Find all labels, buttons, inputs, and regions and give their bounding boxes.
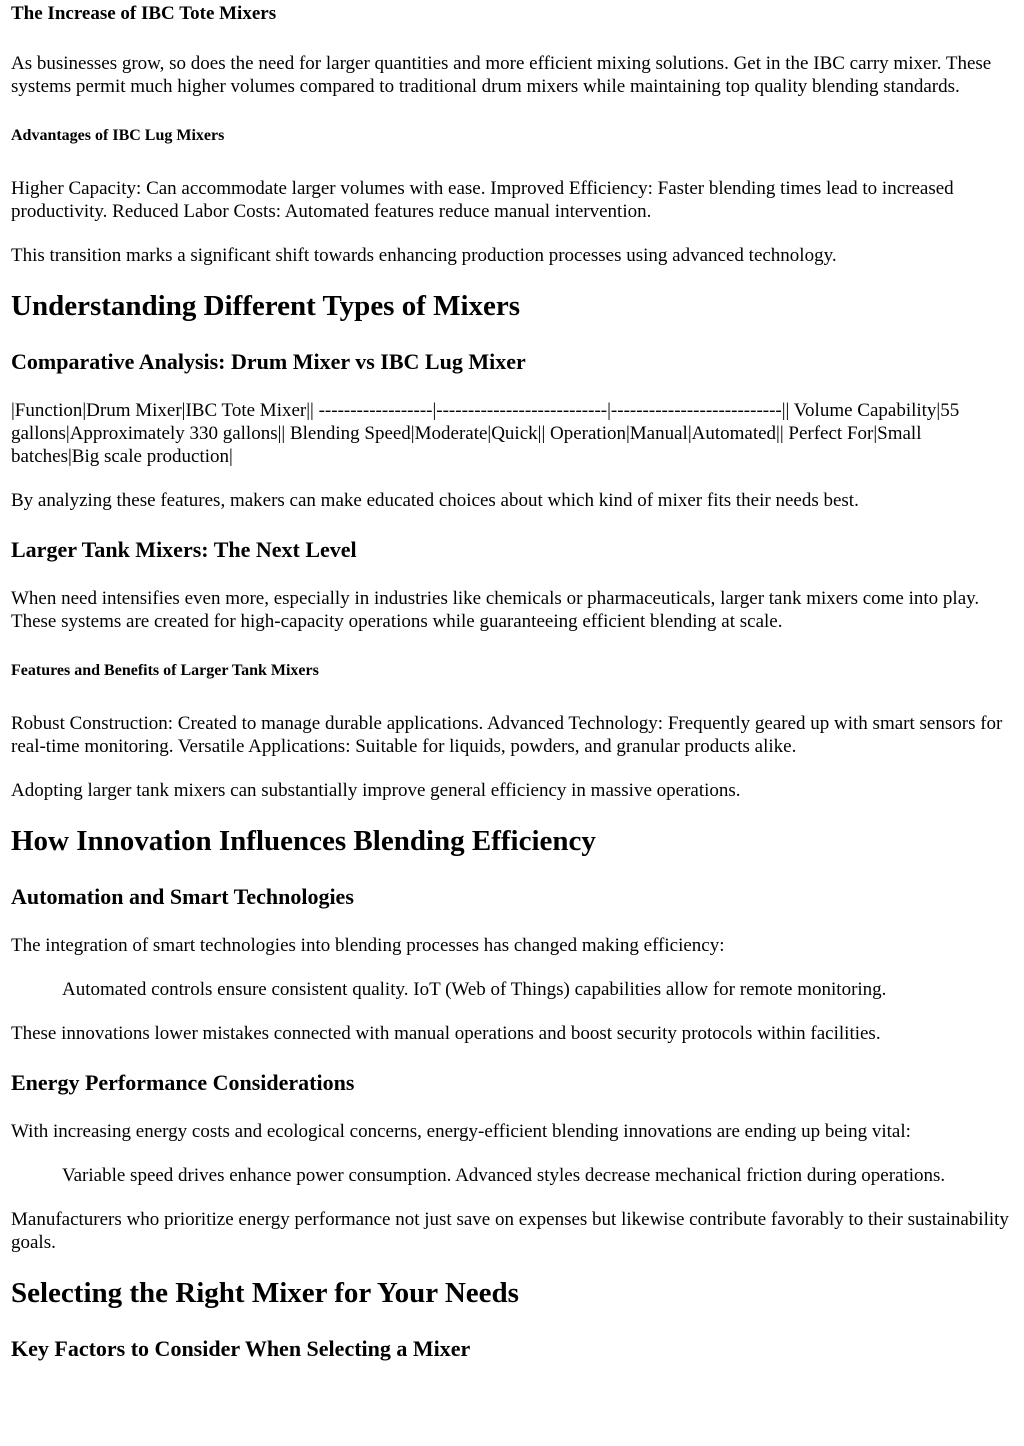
paragraph-adopting: Adopting larger tank mixers can substantially improve general efficiency in massive operations. (11, 780, 741, 801)
heading-selecting-right-mixer: Selecting the Right Mixer for Your Needs (11, 1277, 519, 1309)
paragraph-integration: The integration of smart technologies into blending processes has changed making efficiency: (11, 935, 725, 956)
paragraph-energy-costs: With increasing energy costs and ecological concerns, energy-efficient blending innovations are ending up being vital: (11, 1121, 911, 1142)
paragraph-features: Robust Construction: Created to manage durable applications. Advanced Technology: Frequently geared up with smart sensors for real-time monitoring. Versatile Applications: Suitable for liquids, powders, and granular products alike. (11, 713, 1003, 757)
paragraph-ibc-intro: As businesses grow, so does the need for larger quantities and more efficient mixing solutions. Get in the IBC carry mixer. These systems permit much higher volumes compared to traditional drum mixers while maintaining top quality blending standards. (11, 53, 992, 97)
heading-energy-performance: Energy Performance Considerations (11, 1070, 355, 1095)
heading-understanding-types: Understanding Different Types of Mixers (11, 290, 521, 322)
heading-features-benefits: Features and Benefits of Larger Tank Mixers (11, 662, 319, 679)
article (0, 2, 1022, 1362)
paragraph-manufacturers: Manufacturers who prioritize energy performance not just save on expenses but likewise contribute favorably to their sustainability goals. (11, 1209, 1009, 1253)
heading-comparative-analysis: Comparative Analysis: Drum Mixer vs IBC Lug Mixer (11, 349, 526, 374)
paragraph-advantages: Higher Capacity: Can accommodate larger volumes with ease. Improved Efficiency: Faster blending times lead to increased productivity. Reduced Labor Costs: Automated features reduce manual intervention. (11, 178, 954, 222)
paragraph-transition: This transition marks a significant shift towards enhancing production processes using advanced technology. (11, 245, 837, 266)
paragraph-larger-tank-intro: When need intensifies even more, especially in industries like chemicals or pharmaceuticals, larger tank mixers come into play. These systems are created for high-capacity operations while guaranteeing efficient blending at scale. (11, 588, 980, 632)
heading-key-factors: Key Factors to Consider When Selecting a Mixer (11, 1336, 471, 1361)
heading-automation-smart-tech: Automation and Smart Technologies (11, 884, 354, 909)
paragraph-analyzing-features: By analyzing these features, makers can make educated choices about which kind of mixer fits their needs best. (11, 490, 859, 511)
heading-increase-ibc-tote-mixers: The Increase of IBC Tote Mixers (11, 3, 277, 24)
quote-variable-speed: Variable speed drives enhance power consumption. Advanced styles decrease mechanical friction during operations. (62, 1165, 946, 1186)
paragraph-comparison-table-text: |Function|Drum Mixer|IBC Tote Mixer|| ------------------|---------------------------|---------------------------|| Volume Capability|55 gallons|Approximately 330 gallons|| Blending Speed|Moderate|Quick|| Operation|Manual|Automated|| Perfect For|Small batches|Big scale production| (11, 400, 960, 467)
heading-larger-tank-mixers: Larger Tank Mixers: The Next Level (11, 537, 357, 562)
heading-innovation-influences: How Innovation Influences Blending Efficiency (11, 825, 596, 857)
quote-automated-controls: Automated controls ensure consistent quality. IoT (Web of Things) capabilities allow for remote monitoring. (62, 979, 887, 1000)
heading-advantages-ibc-lug-mixers: Advantages of IBC Lug Mixers (11, 127, 225, 144)
paragraph-innovations-lower: These innovations lower mistakes connected with manual operations and boost security protocols within facilities. (11, 1023, 881, 1044)
